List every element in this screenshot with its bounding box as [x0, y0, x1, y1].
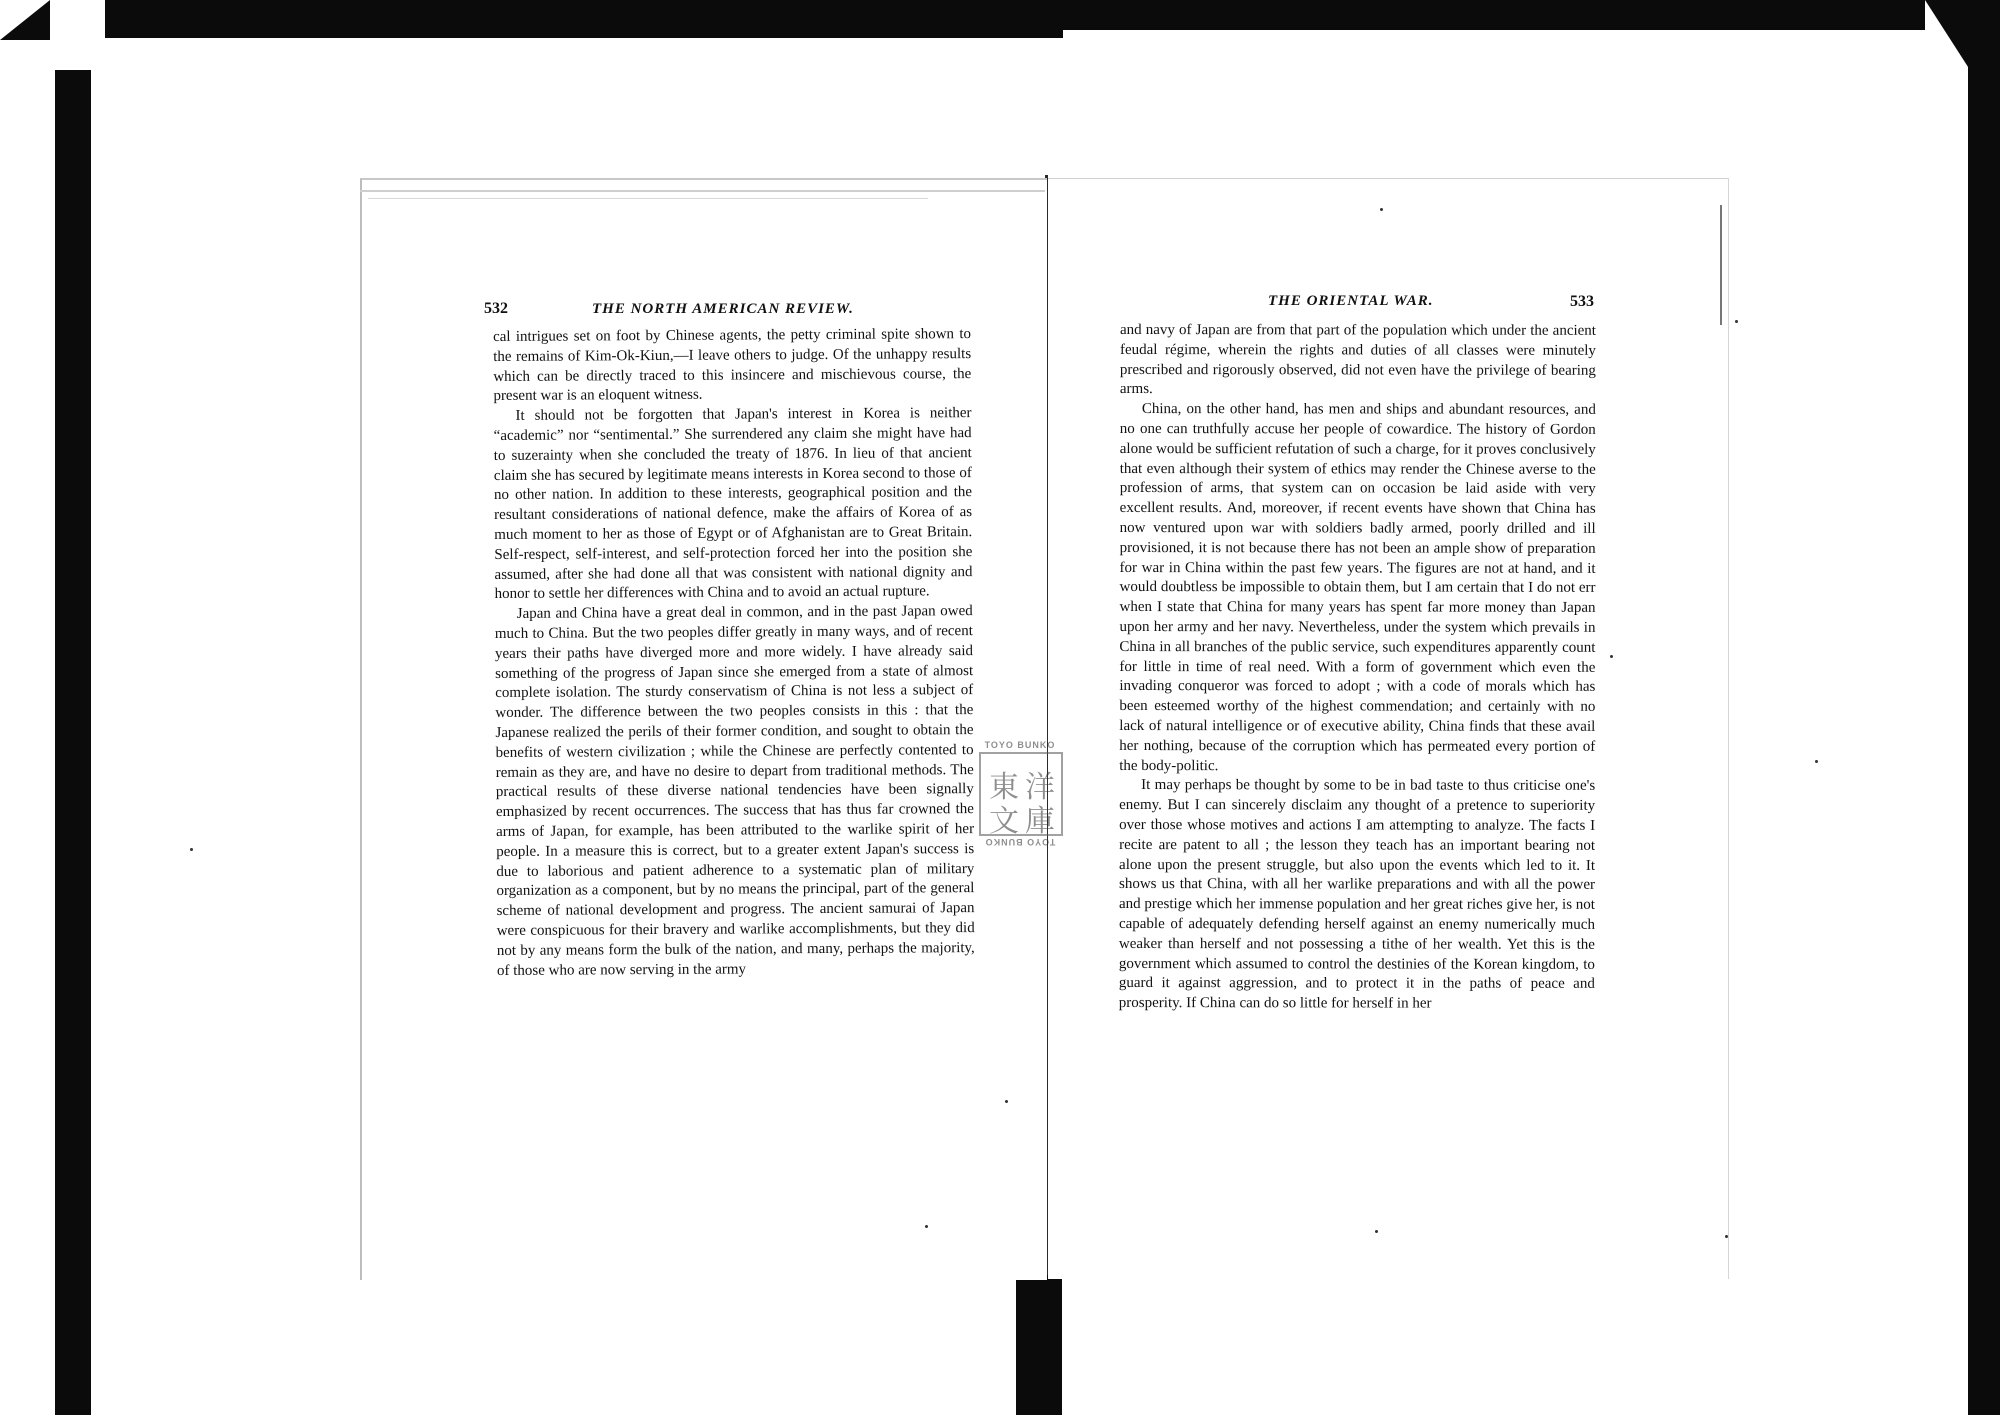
scan-border-right [1968, 0, 2000, 1415]
book-spine-top [1046, 0, 1072, 30]
scan-speck [1735, 320, 1738, 323]
stamp-glyph: 文 [989, 805, 1019, 838]
scan-speck [190, 848, 193, 851]
right-page-number: 533 [1570, 293, 1594, 310]
stamp-glyph: 洋 [1025, 771, 1055, 804]
right-running-head: THE ORIENTAL WAR. [1268, 293, 1434, 309]
scan-speck [1375, 1230, 1378, 1233]
scan-border-top-right [1070, 0, 1925, 30]
paragraph: cal intrigues set on foot by Chinese agents, the petty criminal spite shown to the remains of Kim-Ok-Kiun,—I leave others to judge. Of the unhappy results which can be directly traced to this insincere and mischievous course, the present war is an eloquent witness. [493, 326, 972, 405]
scan-speck [1610, 655, 1613, 658]
stamp-glyph: 庫 [1025, 805, 1055, 838]
stamp-glyph: 東 [989, 771, 1019, 804]
stamp-bottom-text: TOYO BUNKO [984, 837, 1056, 847]
book-spine-bottom [1016, 1275, 1062, 1415]
left-page-number: 532 [484, 300, 508, 317]
scan-speck [1005, 1100, 1008, 1103]
scan-border-right-corner [1925, 0, 1970, 70]
scan-speck [1815, 760, 1818, 763]
page-fold-line [368, 198, 928, 199]
paragraph: It should not be forgotten that Japan's interest in Korea is neither “academic” nor “sentimental.” She surrendered any claim she might have had to suzerainty when she concluded the treaty of 1876. In lieu of that ancient claim she has secured by legitimate means interests in Korea second to those of no other nation. In addition to these interests, geographical position and the resultant considerations of national defence, make the affairs of Korea of as much moment to her as those of Egypt or of Afghanistan are to Great Britain. Self-respect, self-interest, and self-protection forced her into the position she assumed, after she had done all that was consistent with national dignity and honor to settle her differences with China and to avoid an actual rupture. [493, 405, 973, 603]
stamp-top-text: TOYO BUNKO [984, 740, 1056, 750]
left-page-text [493, 325, 975, 981]
right-page-text [1119, 321, 1596, 1015]
library-stamp [975, 740, 1065, 855]
scan-speck [1725, 1235, 1728, 1238]
left-running-head: THE NORTH AMERICAN REVIEW. [592, 301, 854, 317]
scan-speck [925, 1225, 928, 1228]
paragraph: and navy of Japan are from that part of the population which under the ancient feudal régime, wherein the rights and duties of all classes were minutely prescribed and rigorously observed, did not even have the privilege of bearing arms. [1119, 322, 1596, 398]
page-edge-mark [1720, 205, 1722, 325]
paragraph: It may perhaps be thought by some to be in bad taste to thus criticise one's enemy. But I can sincerely disclaim any thought of a pretence to superiority over those whose motives and actions I am attempting to analyze. The facts I recite are patent to all ; the lesson they teach has an important bearing not alone upon the present struggle, but also upon the events which led to it. It shows us that China, with all her warlike preparations and with all the power and prestige which her immense population and her great riches give her, is not capable of adequately defending herself against an enemy numerically much weaker than herself and not possessing a tithe of her wealth. Yet this is the government which assumed to control the destinies of the Korean kingdom, to guard it against aggression, and to protect it in the paths of peace and prosperity. If China can do so little for herself in her [1118, 777, 1596, 1012]
paragraph: China, on the other hand, has men and ships and abundant resources, and no one can truthfully accuse her people of cowardice. The history of Gordon alone would be sufficient refutation of such a charge, for it proves conclusively that even although their system of ethics may render the Chinese averse to the profession of arms, that system can on occasion be laid aside with very excellent results. And, moreover, if recent events have shown that China has now ventured upon war with soldiers badly armed, poorly drilled and ill provisioned, it is not because there has not been an ample show of preparation for war in China within the past few years. The figures are not at hand, and it would doubtless be impossible to obtain them, but I am certain that I do not err when I state that China for many years has spent far more money than Japan upon her army and her navy. Nevertheless, under the system which prevails in China in all branches of the public service, such expenditures apparently count for little in time of real need. With a form of government which even the invading conqueror was forced to adopt ; with a code of morals which has been esteemed worthy of the highest commendation; and certainly with no lack of natural intelligence or of executive ability, China finds that these avail her nothing, because of the corruption which has permeated every portion of the body-politic. [1119, 401, 1596, 774]
scan-border-left-corner [0, 0, 50, 40]
scan-border-top-left [105, 0, 1063, 38]
page-fold-line [360, 190, 1045, 192]
paragraph: Japan and China have a great deal in common, and in the past Japan owed much to China. But the two peoples differ greatly in many ways, and of recent years their paths have diverged more and more widely. I have already said something of the progress of Japan since she emerged from a state of almost complete isolation. The sturdy conservatism of China is not less a subject of wonder. The difference between the two peoples consists in this : that the Japanese realized the perils of their former condition, and sought to obtain the benefits of western civilization ; while the Chinese are perfectly contented to remain as they are, and have no desire to depart from traditional methods. The practical results of these diverse national tendencies have been signally emphasized by recent occurrences. The success that has thus far crowned the arms of Japan, for example, has been attributed to the warlike spirit of her people. In a measure this is correct, but to a greater extent Japan's success is due to laborious and patient adherence to a systematic plan of military organization as a component, but by no means the principal, part of the general scheme of national development and progress. The ancient samurai of Japan were conspicuous for their bravery and warlike accomplishments, but they did not by any means form the bulk of the nation, and many, perhaps the majority, of those who are now serving in the army [494, 603, 975, 979]
scan-speck [1380, 208, 1383, 211]
scan-border-left [55, 70, 91, 1415]
stamp-seal [979, 752, 1063, 836]
